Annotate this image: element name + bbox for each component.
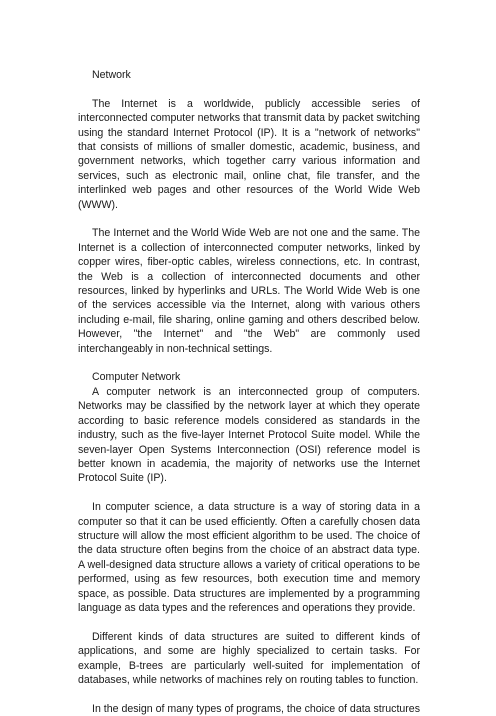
section-heading-computer-network: Computer Network [92, 371, 181, 384]
paragraph-program-design: In the design of many types of programs, the choice of data structures [92, 702, 420, 715]
paragraph-data-structure: In computer science, a data structure is a way of storing data in a computer so that it can be used efficiently. Often a carefully chosen data structure will allow the most efficient algorithm to be used. The choice of the data structure often begins from the choice of an abstract data type. A well-designed data structure allows a variety of critical operations to be performed, using as few resources, both execution time and memory space, as possible. Data structures are implemented by a programming language as data types and the references and operations they provide. [78, 501, 420, 614]
document-title: Network [92, 69, 131, 81]
paragraph-computer-network: A computer network is an interconnected group of computers. Networks may be classified by the network layer at which they operate according to basic reference models considered as standards in the industry, such as the five-layer Internet Protocol Suite model. While the seven-layer Open Systems Interconnection (OSI) reference model is better known in academia, the majority of networks use the Internet Protocol Suite (IP). [78, 385, 420, 485]
paragraph-internet-definition: The Internet is a worldwide, publicly accessible series of interconnected computer networks that transmit data by packet switching using the standard Internet Protocol (IP). It is a "network of networks" that consists of millions of smaller domestic, academic, business, and government networks, which together carry various information and services, such as electronic mail, online chat, file transfer, and the interlinked web pages and other resources of the World Wide Web (WWW). [78, 97, 420, 211]
spacer [78, 82, 420, 96]
spacer [78, 687, 420, 701]
spacer [78, 356, 420, 370]
paragraph-internet-vs-web: The Internet and the World Wide Web are not one and the same. The Internet is a collection of interconnected computer networks, linked by copper wires, fiber-optic cables, wireless connections, etc. In contrast, the Web is a collection of interconnected documents and other resources, linked by hyperlinks and URLs. The World Wide Web is one of the services accessible via the Internet, along with various others including e-mail, file sharing, online gaming and others described below. However, "the Internet" and "the Web" are commonly used interchangeably in non-technical settings. [78, 227, 420, 355]
paragraph-data-structure-kinds: Different kinds of data structures are suited to different kinds of applications, and some are highly specialized to certain tasks. For example, B-trees are particularly well-suited for implementation of databases, while networks of machines rely on routing tables to function. [78, 630, 420, 686]
document-body [78, 68, 420, 716]
spacer [78, 615, 420, 629]
spacer [78, 486, 420, 500]
spacer [78, 212, 420, 226]
